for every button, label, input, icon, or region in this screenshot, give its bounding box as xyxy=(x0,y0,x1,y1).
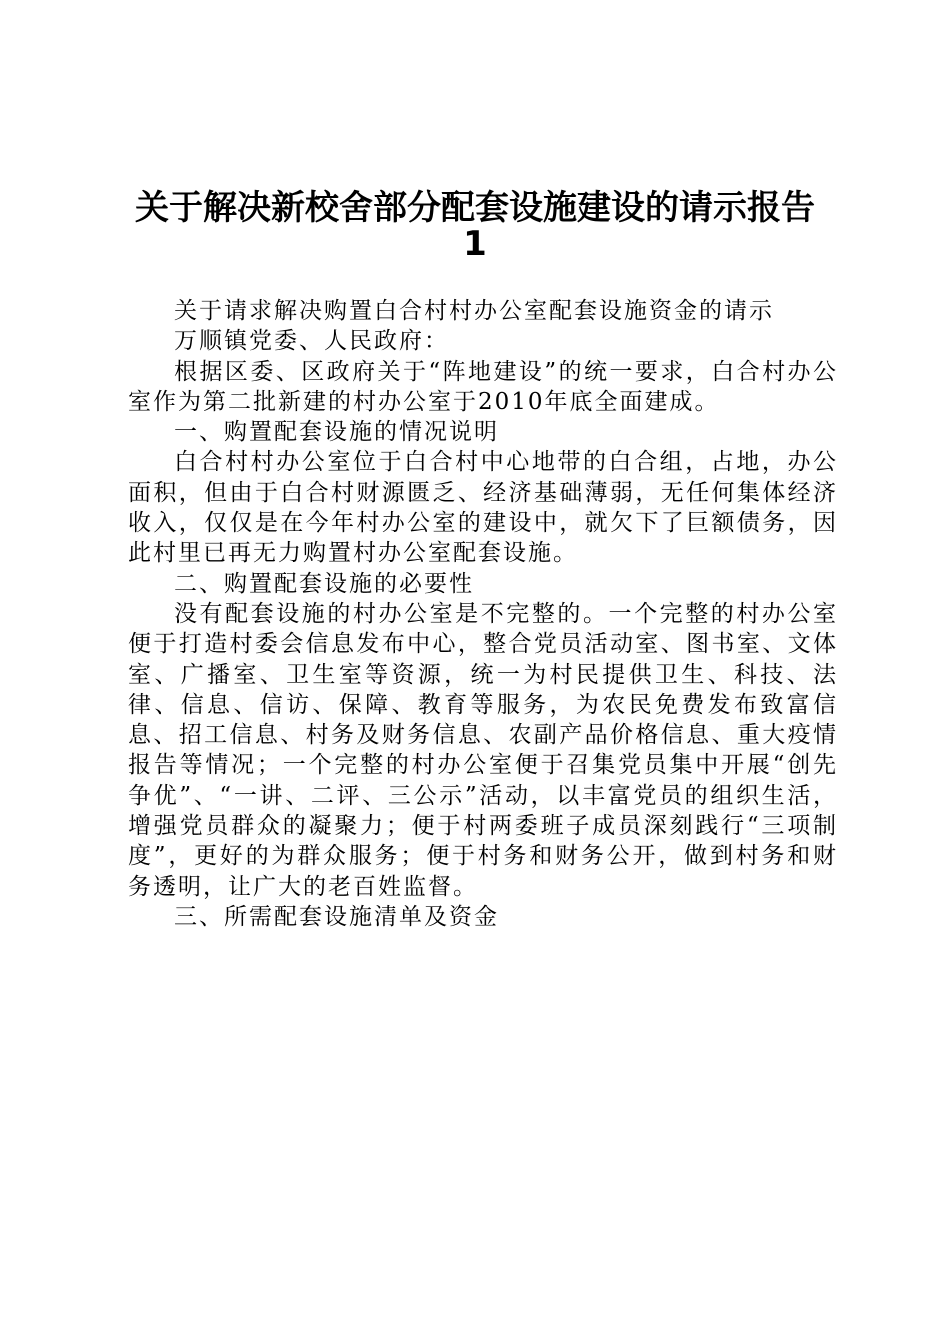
document-title: 关于解决新校舍部分配套设施建设的请示报告 xyxy=(135,188,815,228)
section-2-paragraph: 没有配套设施的村办公室是不完整的。一个完整的村办公室便于打造村委会信息发布中心，整合党员活动室、图书室、文体室、广播室、卫生室等资源，统一为村民提供卫生、科技、法律、信息、信访、保障、教育等服务，为农民免费发布致富信息、招工信息、村务及财务信息、农副产品价格信息、重大疫情报告等情况；一个完整的村办公室便于召集党员集中开展“创先争优”、“一讲、二评、三公示”活动，以丰富党员的组织生活，增强党员群众的凝聚力；便于村两委班子成员深刻践行“三项制度”，更好的为群众服务；便于村务和财务公开，做到村务和财务透明，让广大的老百姓监督。 xyxy=(128,600,838,900)
document-body xyxy=(128,296,838,932)
section-heading-3: 三、所需配套设施清单及资金 xyxy=(174,903,499,930)
request-subject: 关于请求解决购置白合村村办公室配套设施资金的请示 xyxy=(174,298,774,324)
intro-paragraph: 根据区委、区政府关于“阵地建设”的统一要求，白合村办公室作为第二批新建的村办公室于2010年底全面建成。 xyxy=(128,358,838,415)
section-heading-2: 二、购置配套设施的必要性 xyxy=(174,570,474,597)
section-heading-1: 一、购置配套设施的情况说明 xyxy=(174,419,499,446)
salutation: 万顺镇党委、人民政府： xyxy=(174,328,449,355)
document-title-number: 1 xyxy=(463,224,487,264)
section-1-paragraph: 白合村村办公室位于白合村中心地带的白合组，占地，办公面积，但由于白合村财源匮乏、经济基础薄弱，无任何集体经济收入，仅仅是在今年村办公室的建设中，就欠下了巨额债务，因此村里已再无力购置村办公室配套设施。 xyxy=(128,449,838,567)
